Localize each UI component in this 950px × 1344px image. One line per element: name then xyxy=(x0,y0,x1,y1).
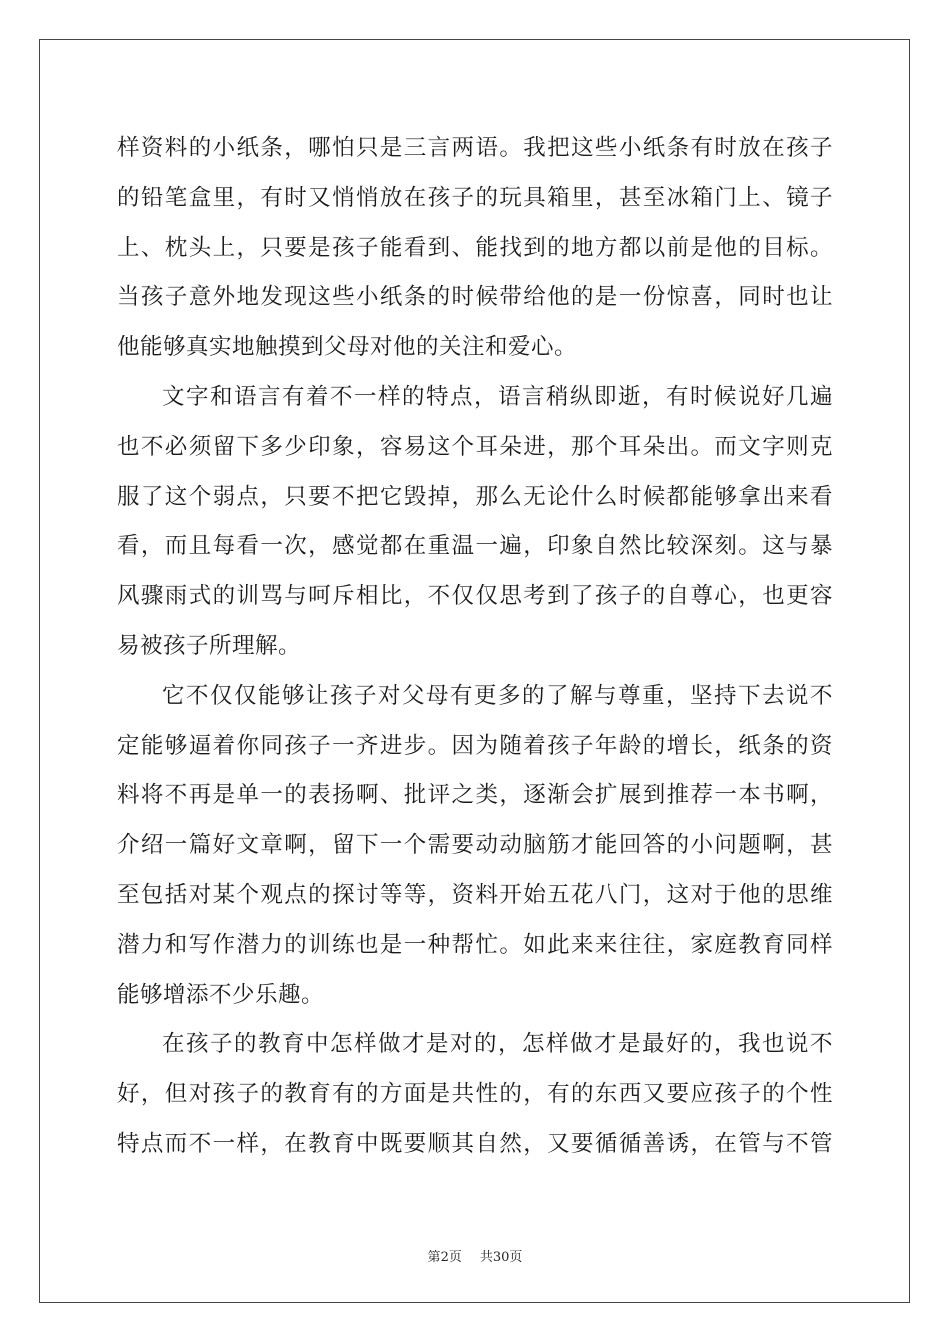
text-line: 也不必须留下多少印象，容易这个耳朵进，那个耳朵出。而文字则克 xyxy=(117,433,833,460)
total-label: 共 xyxy=(479,1250,493,1265)
text-line: 料将不再是单一的表扬啊、批评之类，逐渐会扩展到推荐一本书啊， xyxy=(117,782,833,809)
text-line: 介绍一篇好文章啊，留下一个需要动动脑筋才能回答的小问题啊，甚 xyxy=(117,832,833,859)
text-line: 易被孩子所理解。 xyxy=(117,632,302,659)
total-suffix: 页 xyxy=(509,1250,523,1265)
text-line: 服了这个弱点，只要不把它毁掉，那么无论什么时候都能够拿出来看 xyxy=(117,483,833,510)
text-line: 定能够逼着你同孩子一齐进步。因为随着孩子年龄的增长，纸条的资 xyxy=(117,732,833,759)
text-line: 文字和语言有着不一样的特点，语言稍纵即逝，有时候说好几遍 xyxy=(162,383,833,410)
text-line: 风骤雨式的训骂与呵斥相比，不仅仅思考到了孩子的自尊心，也更容 xyxy=(117,583,833,610)
total-pages: 30 xyxy=(492,1250,510,1265)
page-number: 2 xyxy=(440,1250,449,1265)
page-label: 第 xyxy=(427,1250,441,1265)
text-line: 能够增添不少乐趣。 xyxy=(117,981,325,1008)
text-line: 看，而且每看一次，感觉都在重温一遍，印象自然比较深刻。这与暴 xyxy=(117,533,833,560)
text-line: 好，但对孩子的教育有的方面是共性的，有的东西又要应孩子的个性 xyxy=(117,1081,833,1108)
text-line: 他能够真实地触摸到父母对他的关注和爱心。 xyxy=(117,334,578,361)
text-line: 潜力和写作潜力的训练也是一种帮忙。如此来来往往，家庭教育同样 xyxy=(117,931,833,958)
page-suffix: 页 xyxy=(448,1250,462,1265)
text-line: 特点而不一样，在教育中既要顺其自然，又要循循善诱，在管与不管 xyxy=(117,1130,833,1157)
text-line: 至包括对某个观点的探讨等等，资料开始五花八门，这对于他的思维 xyxy=(117,881,833,908)
document-body xyxy=(117,124,833,1170)
text-line: 当孩子意外地发现这些小纸条的时候带给他的是一份惊喜，同时也让 xyxy=(117,284,833,311)
page-footer xyxy=(0,1246,950,1265)
text-line: 样资料的小纸条，哪怕只是三言两语。我把这些小纸条有时放在孩子 xyxy=(117,135,833,161)
text-line: 它不仅仅能够让孩子对父母有更多的了解与尊重，坚持下去说不 xyxy=(162,682,833,709)
text-line: 在孩子的教育中怎样做才是对的，怎样做才是最好的，我也说不 xyxy=(162,1031,833,1058)
text-line: 上、枕头上，只要是孩子能看到、能找到的地方都以前是他的目标。 xyxy=(117,234,833,261)
text-line: 的铅笔盒里，有时又悄悄放在孩子的玩具箱里，甚至冰箱门上、镜子 xyxy=(117,184,833,211)
